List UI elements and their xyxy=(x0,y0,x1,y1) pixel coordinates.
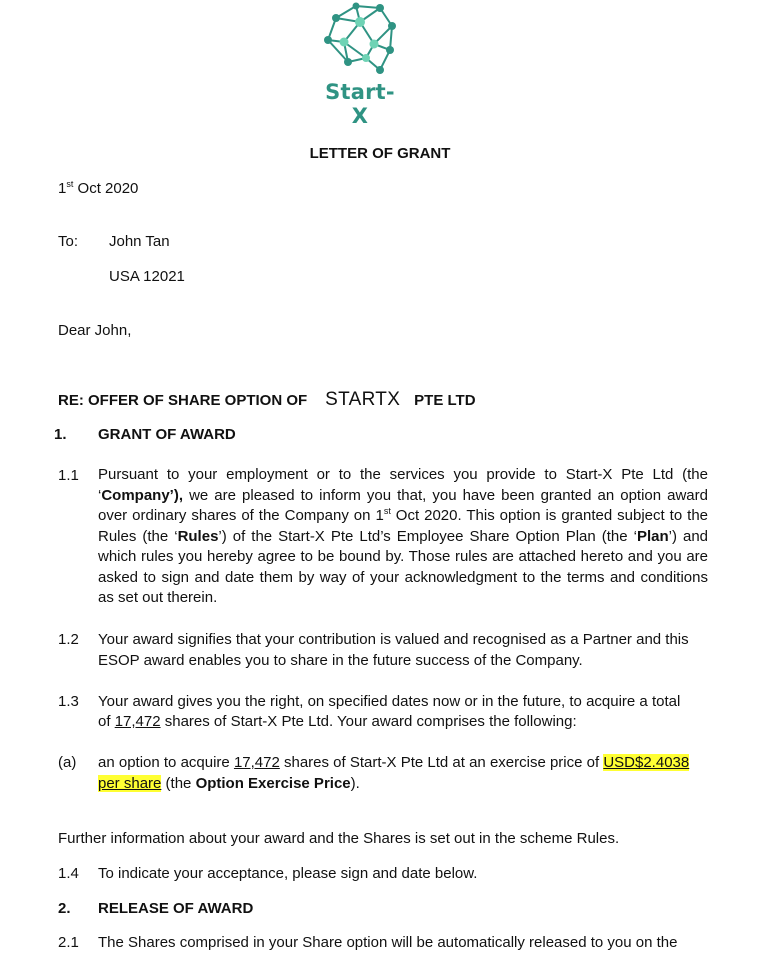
clause-1-3-line-2: of 17,472 shares of Start-X Pte Ltd. Your award comprises the following: xyxy=(98,713,577,730)
re-line: RE: OFFER OF SHARE OPTION OF STARTX PTE LTD xyxy=(58,389,476,410)
letter-title: LETTER OF GRANT xyxy=(309,145,451,162)
further-information: Further information about your award and the Shares is set out in the scheme Rules. xyxy=(58,830,620,847)
section-1-number: 1. xyxy=(54,426,67,443)
section-2-number: 2. xyxy=(58,900,71,917)
start-x-logo-mark xyxy=(318,0,402,80)
clause-1-2-number: 1.2 xyxy=(58,631,79,648)
clause-1-1-number: 1.1 xyxy=(58,467,79,484)
salutation: Dear John, xyxy=(58,322,132,339)
recipient-name: John Tan xyxy=(109,233,170,250)
exercise-price-highlight: USD$2.4038 xyxy=(603,754,690,771)
clause-a-label: (a) xyxy=(58,754,77,771)
logo-wordmark: Start-X xyxy=(325,80,395,128)
clause-1-1-text: Pursuant to your employment or to the services you provide to Start-X Pte Ltd (the ‘Company’), we are pleased to inform you that, you have been granted an option award over ordinary shares of the Company on 1st Oct 2020. This option is granted subject to the Rules (the ‘Rules’) of the Start-X Pte Ltd’s Employee Share Option Plan (the ‘Plan’) and which rules you hereby agree to be bound by. Those rules are attached hereto and you are asked to sign and date them by way of your acknowledgment to the terms and conditions as set out therein. xyxy=(98,466,709,606)
clause-1-3-line-1: Your award gives you the right, on specified dates now or in the future, to acquire a total xyxy=(98,693,681,710)
clause-1-2-line-2: ESOP award enables you to share in the future success of the Company. xyxy=(98,652,583,669)
letter-date: 1st Oct 2020 xyxy=(58,179,139,197)
section-2-heading: RELEASE OF AWARD xyxy=(98,900,254,917)
clause-a-line-1: an option to acquire 17,472 shares of Start-X Pte Ltd at an exercise price of USD$2.4038 xyxy=(98,754,690,771)
clause-1-2-line-1: Your award signifies that your contribution is valued and recognised as a Partner and this xyxy=(98,631,689,648)
section-1-heading: GRANT OF AWARD xyxy=(98,426,236,443)
recipient-address: USA 12021 xyxy=(109,268,185,285)
clause-2-1-text: The Shares comprised in your Share option will be automatically released to you on the xyxy=(98,934,678,951)
clause-1-4-text: To indicate your acceptance, please sign and date below. xyxy=(98,865,478,882)
clause-2-1-number: 2.1 xyxy=(58,934,79,951)
clause-1-3-number: 1.3 xyxy=(58,693,79,710)
clause-1-4-number: 1.4 xyxy=(58,865,79,882)
clause-a-line-2: per share (the Option Exercise Price). xyxy=(98,775,360,792)
to-label: To: xyxy=(58,233,79,250)
